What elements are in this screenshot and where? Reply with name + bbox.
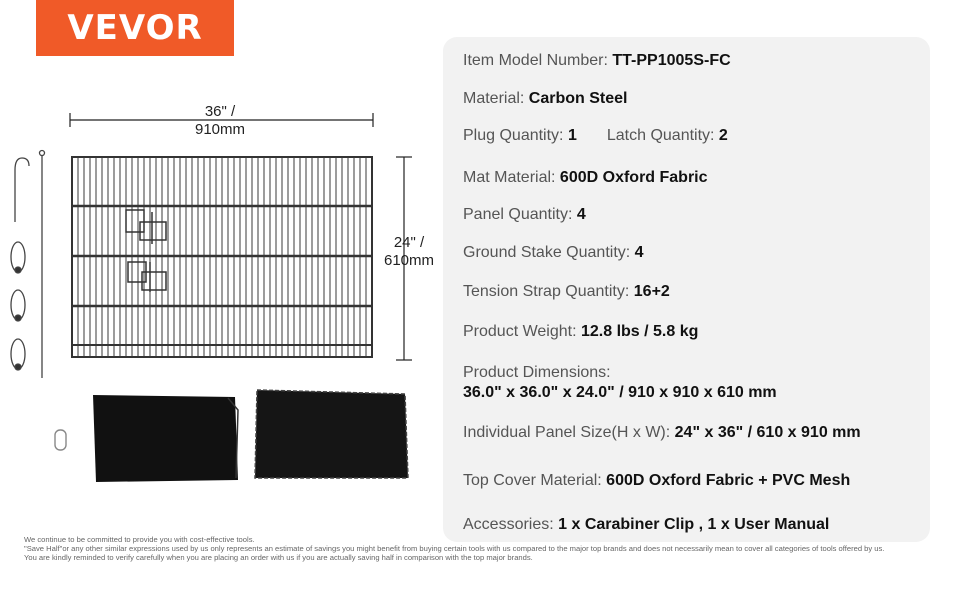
spec-label: Material: [463,90,529,107]
spec-label: Latch Quantity: [606,127,719,144]
ground-stake-icon [15,158,29,222]
spec-product-weight [463,323,698,341]
spec-label: Tension Strap Quantity: [463,283,634,300]
spec-label: Ground Stake Quantity: [463,244,635,261]
spec-value: 1 [567,127,577,144]
height-mm: 610mm [383,252,435,269]
spec-product-dimensions [463,363,777,403]
spec-mat-material [463,169,708,187]
spec-ground-stake-quantity [463,244,644,262]
spec-accessories [463,516,829,534]
spec-label: Accessories: [463,516,559,533]
height-dimension-label [376,234,442,270]
latch-lower [128,262,166,292]
spec-label: Top Cover Material: [463,472,607,489]
carabiner-clip-icon [55,430,66,450]
spec-plug-latch [463,127,728,145]
disclaimer [24,535,964,563]
spec-panel-size [463,424,861,442]
height-inches: 24" / [393,234,425,251]
specifications-panel [443,37,930,542]
spec-value: 4 [634,244,644,261]
width-mm: 910mm [194,121,246,138]
disclaimer-line: You are kindly reminded to verify carefully when you are placing an order with us if you are actually saving half in comparison with the top major brands. [24,553,533,563]
spec-material [463,90,627,108]
spec-label: Panel Quantity: [463,206,577,223]
wire-panel [72,157,372,357]
spec-value: Carbon Steel [528,90,628,107]
spec-value: 2 [718,127,728,144]
spec-tension-strap-quantity [463,283,670,301]
disclaimer-line: We continue to be committed to provide you with cost-effective tools. [24,535,255,544]
spec-label: Individual Panel Size(H x W): [463,424,675,441]
disclaimer-line: "Save Half"or any other similar expressions used by us only represents an estimate of savings you might benefit from buying certain tools with us compared to the major top brands and does not necessarily mean to cover all categories of tools offered by us. [24,544,885,554]
fabric-top-cover [255,390,408,478]
tension-strap-icon [11,242,25,273]
spec-value: 600D Oxford Fabric [559,169,708,186]
spec-top-cover-material [463,472,850,490]
spec-value: 12.8 lbs / 5.8 kg [580,323,699,340]
spec-value: 36.0" x 36.0" x 24.0" / 910 x 910 x 610 mm [463,384,777,401]
tension-strap-icon [11,339,25,370]
spec-model-number [463,52,731,70]
spec-label: Product Weight: [463,323,581,340]
spec-label: Plug Quantity: [463,127,568,144]
tension-strap-icon [11,290,25,321]
spec-value: TT-PP1005S-FC [612,52,731,69]
product-illustration [0,0,443,540]
spec-value: 600D Oxford Fabric + PVC Mesh [606,472,851,489]
spec-value: 4 [576,206,586,223]
logo-text: VEVOR [67,8,203,48]
spec-label: Item Model Number: [463,52,613,69]
spec-label: Product Dimensions: [463,364,611,381]
width-inches: 36" / [204,103,236,120]
spec-value: 16+2 [633,283,670,300]
spec-label: Mat Material: [463,169,560,186]
ground-stake-icon [40,151,45,379]
fabric-mat [93,395,238,482]
width-dimension-label [178,103,262,139]
spec-panel-quantity [463,206,586,224]
spec-value: 1 x Carabiner Clip , 1 x User Manual [558,516,830,533]
spec-value: 24" x 36" / 610 x 910 mm [674,424,861,441]
